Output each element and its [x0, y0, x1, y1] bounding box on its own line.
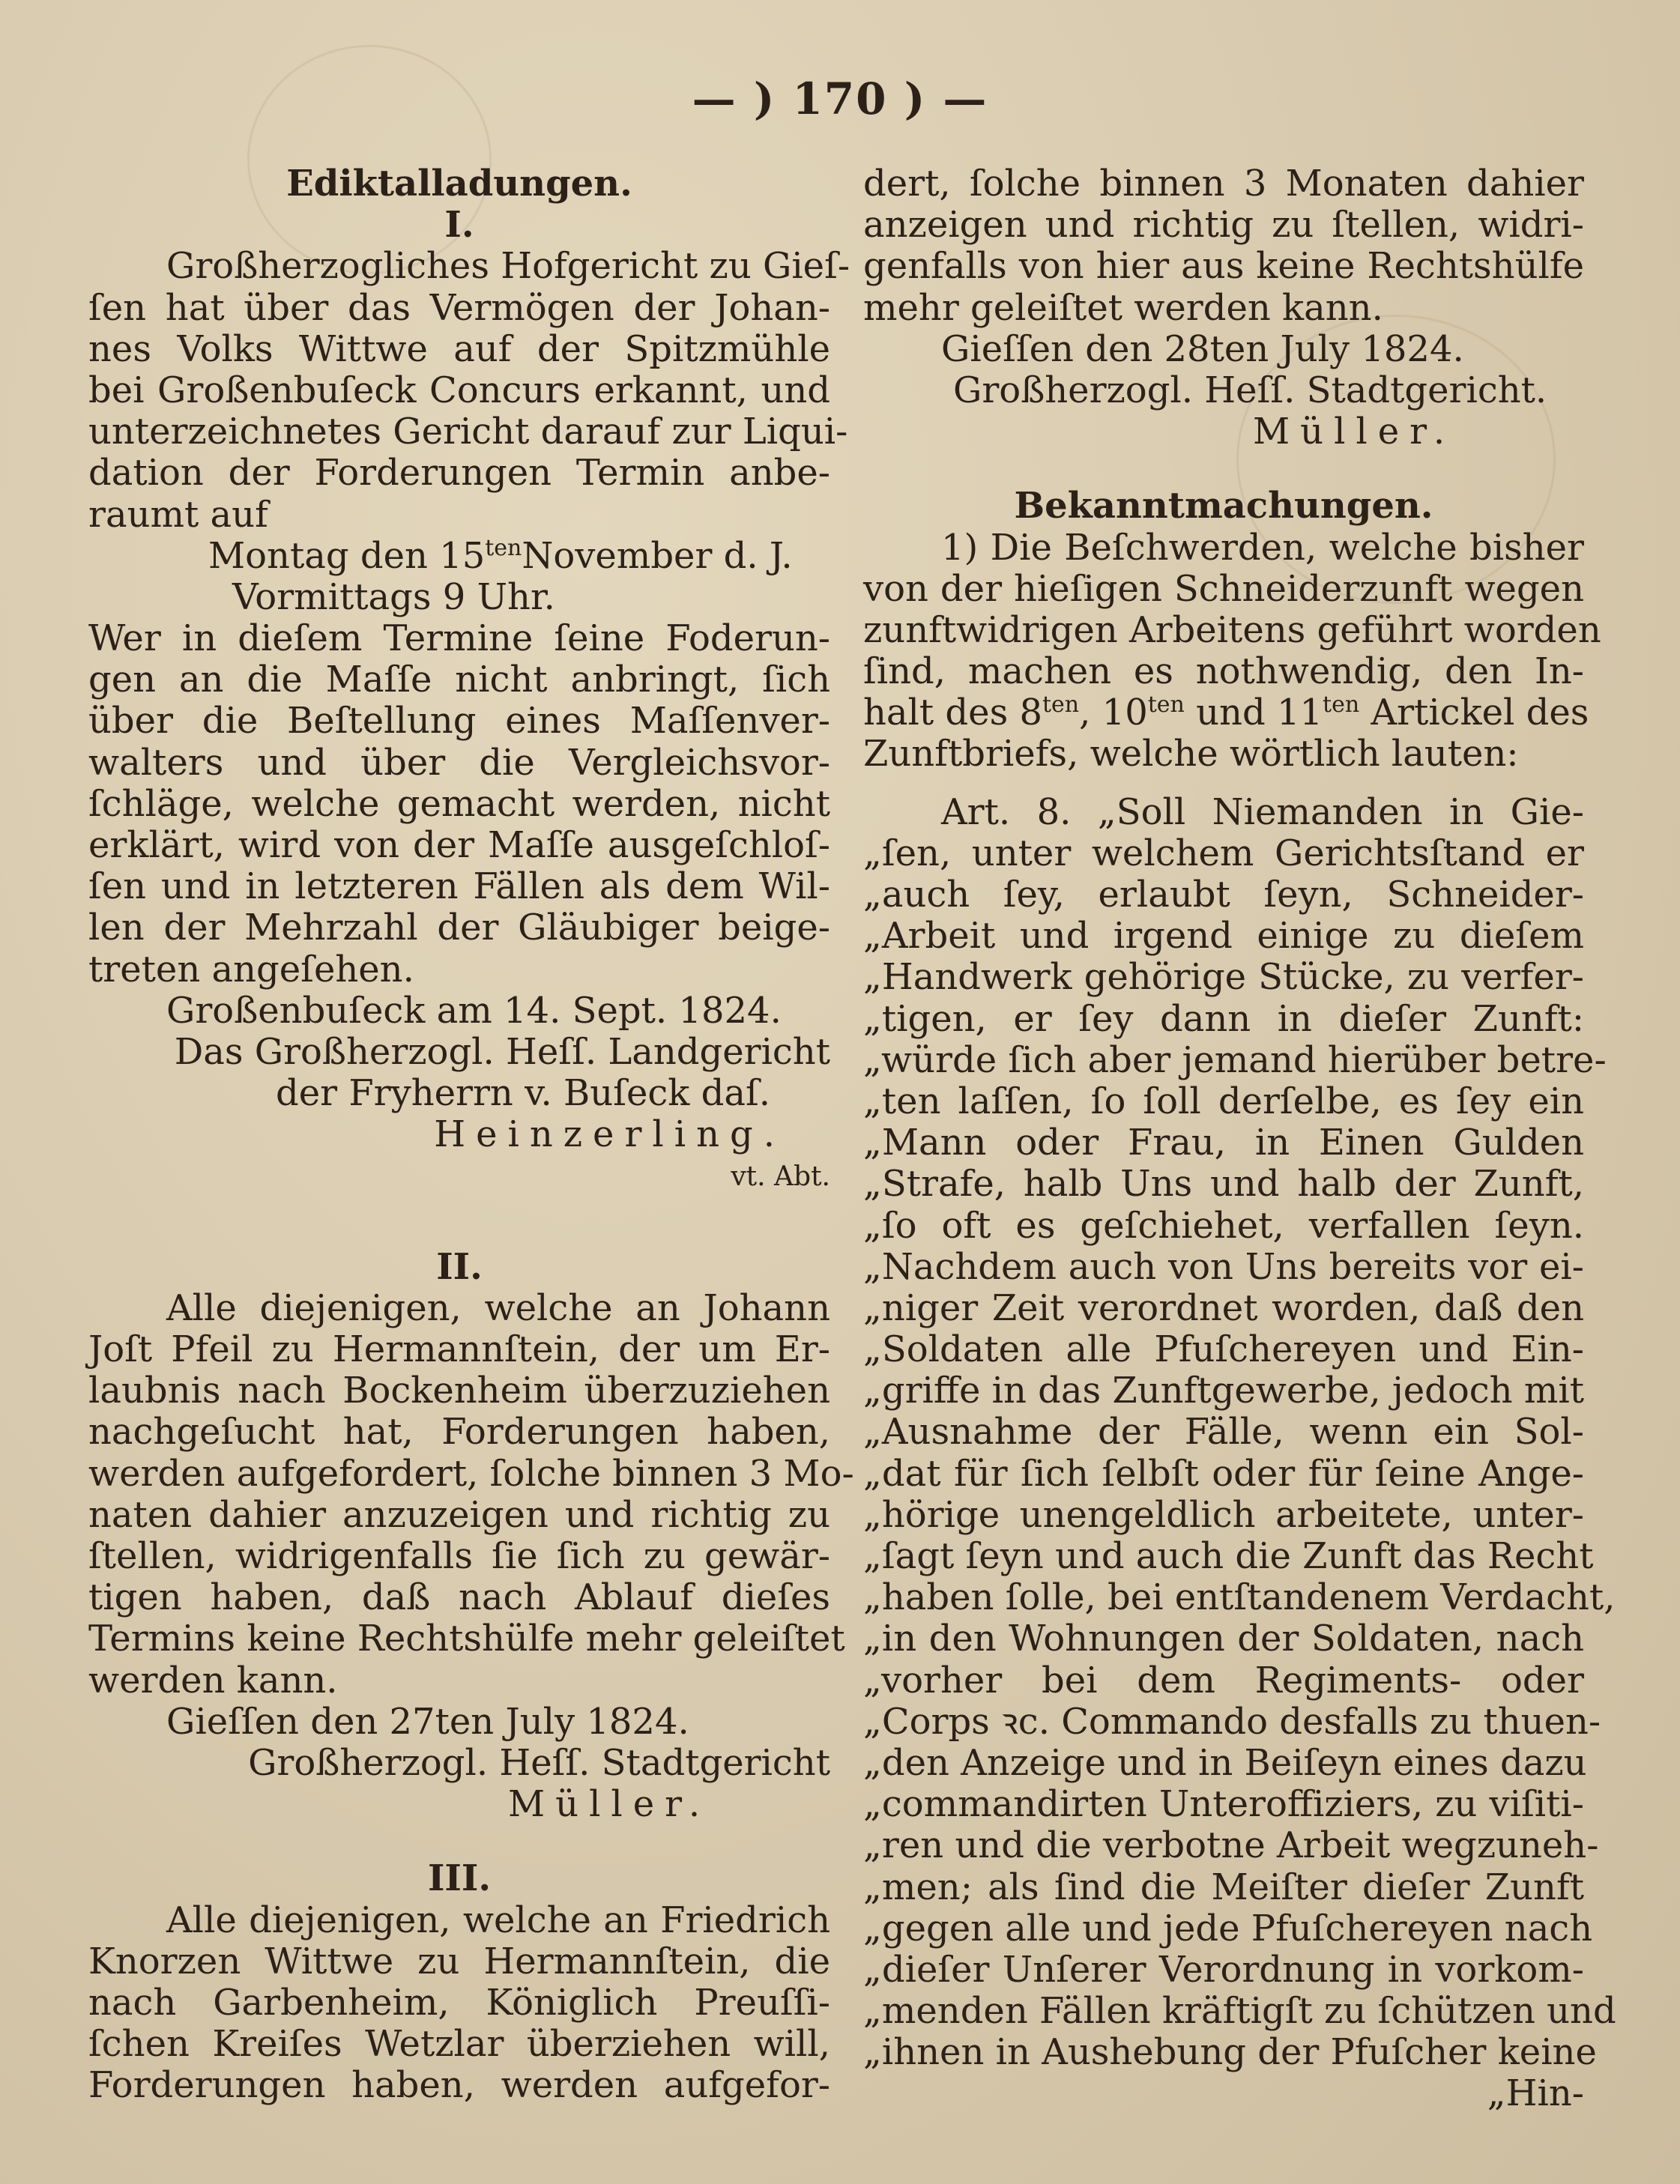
- article-line: „griffe in das Zunftgewerbe, jedoch mit: [863, 1370, 1584, 1412]
- text-line: Joſt Pfeil zu Hermannſtein, der um Er-: [88, 1328, 830, 1371]
- article-line: „Arbeit und irgend einige zu dieſem: [863, 915, 1584, 958]
- article-line: „würde ſich aber jemand hierüber betre-: [863, 1038, 1607, 1081]
- text-line: laubnis nach Bockenheim überzuziehen: [88, 1370, 830, 1412]
- left-column: [88, 163, 854, 2107]
- text-line: naten dahier anzuzeigen und richtig zu: [88, 1493, 830, 1536]
- notice-1: [863, 526, 1616, 2115]
- page-number: — ) 170 ) —: [692, 73, 988, 124]
- article-line: „Ausnahme der Fälle, wenn ein Sol-: [863, 1411, 1584, 1454]
- article-line: „den Anzeige und in Beiſeyn eines dazu: [863, 1741, 1587, 1784]
- article-line: „vorher bei dem Regiments- oder: [863, 1659, 1584, 1701]
- article-line: „dat für ſich ſelbſt oder für ſeine Ange-: [863, 1452, 1584, 1495]
- signature: Müller.: [1253, 411, 1456, 453]
- text-line: dation der Forderungen Termin anbe-: [88, 452, 830, 494]
- edict-numeral: III.: [427, 1857, 492, 1900]
- text-line: nes Volks Wittwe auf der Spitzmühle: [88, 327, 830, 370]
- hearing-time: Vormittags 9 Uhr.: [232, 575, 555, 618]
- edict-1: [88, 204, 850, 1197]
- text-line: gen an die Maſſe nicht anbringt, ſich: [88, 659, 830, 701]
- text-line: ſchläge, welche gemacht werden, nicht: [88, 782, 830, 825]
- article-line: „ſo oft es geſchiehet, verfallen ſeyn.: [863, 1204, 1584, 1247]
- right-column: [863, 163, 1616, 2115]
- text-line: ſchen Kreiſes Wetzlar überziehen will,: [88, 2023, 830, 2066]
- article-line: „ſagt ſeyn und auch die Zunft das Recht: [863, 1535, 1594, 1577]
- text-line: dert, ſolche binnen 3 Monaten dahier: [863, 163, 1584, 205]
- text-line: ſind, machen es nothwendig, den In-: [863, 650, 1584, 693]
- text-line: werden kann.: [88, 1659, 338, 1701]
- text-line: erklärt, wird von der Maſſe ausgeſchloſ-: [88, 824, 830, 866]
- article-line: Art. 8. „Soll Niemanden in Gie-: [941, 790, 1584, 833]
- text-line: Alle diejenigen, welche an Friedrich: [166, 1899, 830, 1941]
- text-line: len der Mehrzahl der Gläubiger beige-: [88, 907, 830, 949]
- article-line: „Corps ꝛc. Commando desfalls zu thuen-: [863, 1700, 1601, 1743]
- signature: Müller.: [508, 1783, 711, 1826]
- court-name: Großherzogl. Heſſ. Stadtgericht: [248, 1741, 830, 1784]
- text-line: zunftwidrigen Arbeitens geführt worden: [863, 608, 1601, 651]
- text-line: nach Garbenheim, Königlich Preuſſi-: [88, 1981, 830, 2024]
- edict-numeral: I.: [444, 204, 474, 246]
- article-line: „dieſer Unſerer Verordnung in vorkom-: [863, 1948, 1584, 1991]
- court-name: der Fryherrn v. Buſeck daſ.: [276, 1072, 770, 1115]
- text-line: Knorzen Wittwe zu Hermannſtein, die: [88, 1940, 830, 1982]
- article-line: „auch ſey, erlaubt ſeyn, Schneider-: [863, 874, 1584, 916]
- article-line: „gegen alle und jede Pfuſchereyen nach: [863, 1907, 1593, 1949]
- edict-3: [88, 1858, 830, 2106]
- article-line: „tigen, er ſey dann in dieſer Zunft:: [863, 997, 1584, 1040]
- article-line: „haben ſolle, bei entſtandenem Verdacht,: [863, 1576, 1616, 1619]
- text-line: 1) Die Beſchwerden, welche bisher: [941, 526, 1584, 569]
- article-line: „menden Fällen kräftigſt zu ſchützen und: [863, 1990, 1616, 2033]
- place-date: Gieſſen den 28ten July 1824.: [941, 327, 1464, 370]
- text-line: über die Beſtellung eines Maſſenver-: [88, 700, 830, 742]
- catchword: „Hin-: [1487, 2072, 1584, 2115]
- text-line: anzeigen und richtig zu ſtellen, widri-: [863, 204, 1584, 246]
- section-title-edicts: Ediktalladungen.: [286, 163, 632, 205]
- article-line: „commandirten Unteroffiziers, zu viſiti-: [863, 1783, 1584, 1826]
- article-line: „ren und die verbotne Arbeit wegzuneh-: [863, 1824, 1599, 1867]
- text-line: walters und über die Vergleichsvor-: [88, 741, 830, 784]
- signature-note: vt. Abt.: [731, 1161, 830, 1192]
- court-name: Das Großherzogl. Heſſ. Landgericht: [174, 1030, 830, 1073]
- text-line: Termins keine Rechtshülfe mehr geleiſtet: [88, 1618, 845, 1660]
- text-line: raumt auf: [88, 493, 268, 536]
- text-line: mehr geleiſtet werden kann.: [863, 286, 1383, 329]
- article-line: „ten laſſen, ſo ſoll derſelbe, es ſey ein: [863, 1080, 1584, 1122]
- edict-2: [88, 1245, 854, 1826]
- text-line: Zunftbriefs, welche wörtlich lauten:: [863, 733, 1519, 775]
- edict-3-continued: [863, 163, 1584, 453]
- text-line: ſtellen, widrigenfalls ſie ſich zu gewär-: [88, 1535, 830, 1577]
- text-line: Großherzogliches Hofgericht zu Gieſ-: [166, 245, 850, 288]
- text-line: treten angeſehen.: [88, 948, 414, 990]
- article-line: „ſen, unter welchem Gerichtsſtand er: [863, 832, 1584, 874]
- hearing-date: Montag den $15^{ten}November$ d. J.: [208, 534, 793, 577]
- text-line: unterzeichnetes Gericht darauf zur Liqui-: [88, 411, 848, 453]
- place-date: Großenbuſeck am 14. Sept. 1824.: [166, 989, 782, 1032]
- article-line: „Nachdem auch von Uns bereits vor ei-: [863, 1245, 1584, 1288]
- text-line: nachgeſucht hat, Forderungen haben,: [88, 1411, 830, 1454]
- text-line: ſen hat über das Vermögen der Johan-: [88, 286, 830, 329]
- text-line: bei Großenbuſeck Concurs erkannt, und: [88, 369, 830, 411]
- text-line: werden aufgefordert, ſolche binnen 3 Mo-: [88, 1452, 854, 1495]
- text-line: genfalls von hier aus keine Rechtshülfe: [863, 245, 1584, 288]
- text-line: Forderungen haben, werden aufgefor-: [88, 2064, 830, 2107]
- article-line: „Handwerk gehörige Stücke, zu verfer-: [863, 956, 1584, 999]
- signature: Heinzerling.: [434, 1113, 785, 1156]
- text-line: tigen haben, daß nach Ablauf dieſes: [88, 1576, 830, 1619]
- article-line: „hörige unengeldlich arbeitete, unter-: [863, 1493, 1584, 1536]
- article-line: „men; als ſind die Meiſter dieſer Zunft: [863, 1866, 1584, 1908]
- text-line-with-superscripts: halt des $8^{ten}$, $10^{ten}$ und $11^{ten}$ Artickel des: [863, 692, 1589, 734]
- court-name: Großherzogl. Heſſ. Stadtgericht.: [953, 369, 1547, 411]
- article-line: „in den Wohnungen der Soldaten, nach: [863, 1618, 1584, 1660]
- text-line: Wer in dieſem Termine ſeine Foderun-: [88, 617, 830, 660]
- place-date: Gieſſen den 27ten July 1824.: [166, 1700, 689, 1743]
- text-line: Alle diejenigen, welche an Johann: [166, 1286, 830, 1329]
- article-line: „Mann oder Frau, in Einen Gulden: [863, 1122, 1584, 1164]
- section-title-notices: Bekanntmachungen.: [1014, 485, 1433, 527]
- edict-numeral: II.: [436, 1245, 483, 1288]
- text-line: von der hieſigen Schneiderzunft wegen: [863, 567, 1584, 610]
- article-line: „ihnen in Aushebung der Pfuſcher keine: [863, 2031, 1597, 2074]
- article-line: „niger Zeit verordnet worden, daß den: [863, 1286, 1584, 1329]
- article-line: „Strafe, halb Uns und halb der Zunft,: [863, 1163, 1584, 1206]
- text-line: ſen und in letzteren Fällen als dem Wil-: [88, 865, 830, 908]
- article-line: „Soldaten alle Pfuſchereyen und Ein-: [863, 1328, 1584, 1371]
